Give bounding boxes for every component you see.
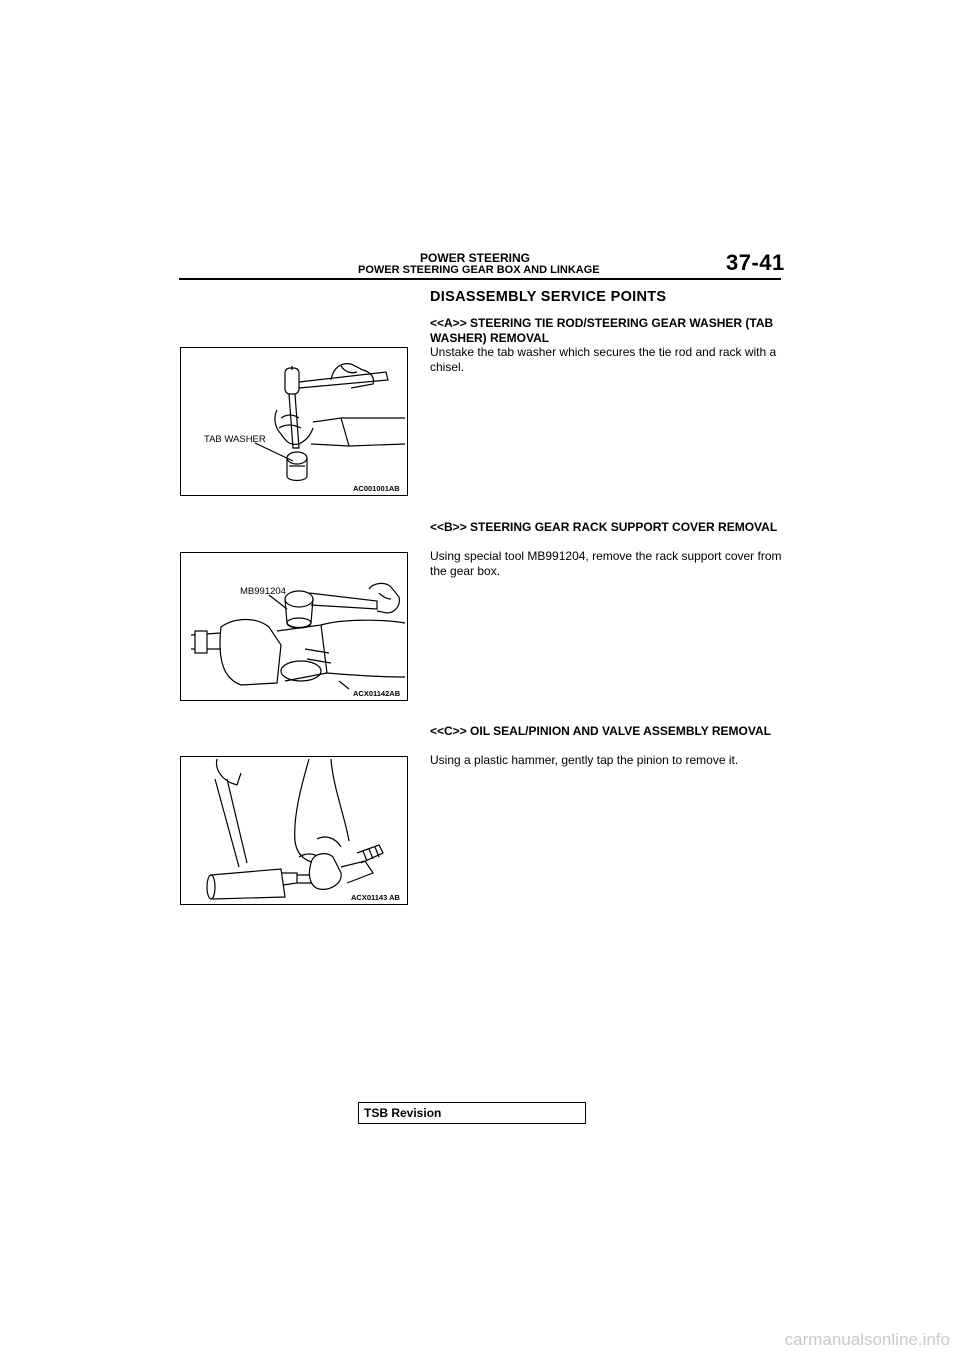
tsb-revision-box [358, 1102, 586, 1124]
step-a-text: Unstake the tab washer which secures the tie rod and rack with a chisel. [430, 345, 777, 374]
page-number: 37-41 [726, 250, 785, 275]
step-c-heading: <<C>> OIL SEAL/PINION AND VALVE ASSEMBLY REMOVAL [430, 724, 771, 738]
tab-washer-illustration [181, 348, 407, 495]
header-title: POWER STEERING [420, 251, 531, 265]
figure-pinion-removal [180, 756, 408, 905]
header-rule [179, 278, 781, 280]
watermark: carmanualsonline.info [784, 1330, 950, 1349]
figure-tab-washer [180, 347, 408, 496]
header-subtitle: POWER STEERING GEAR BOX AND LINKAGE [358, 264, 600, 276]
rack-support-cover-illustration [181, 553, 407, 700]
step-a-heading: <<A>> STEERING TIE ROD/STEERING GEAR WASHER (TAB WASHER) REMOVAL [430, 316, 774, 345]
figure-id: ACX01142AB [353, 689, 401, 698]
step-b-text: Using special tool MB991204, remove the rack support cover from the gear box. [430, 549, 782, 578]
figure-callout-tab-washer: TAB WASHER [204, 434, 266, 445]
pinion-removal-illustration [181, 757, 407, 904]
figure-callout-special-tool: MB991204 [240, 586, 286, 597]
step-c-text: Using a plastic hammer, gently tap the pinion to remove it. [430, 753, 739, 767]
figure-id: ACX01143 AB [351, 893, 400, 902]
section-title: DISASSEMBLY SERVICE POINTS [430, 289, 667, 305]
figure-id: AC001001AB [353, 484, 400, 493]
step-b-heading: <<B>> STEERING GEAR RACK SUPPORT COVER REMOVAL [430, 520, 778, 534]
figure-rack-support-cover [180, 552, 408, 701]
tsb-revision-label: TSB Revision [364, 1106, 442, 1120]
